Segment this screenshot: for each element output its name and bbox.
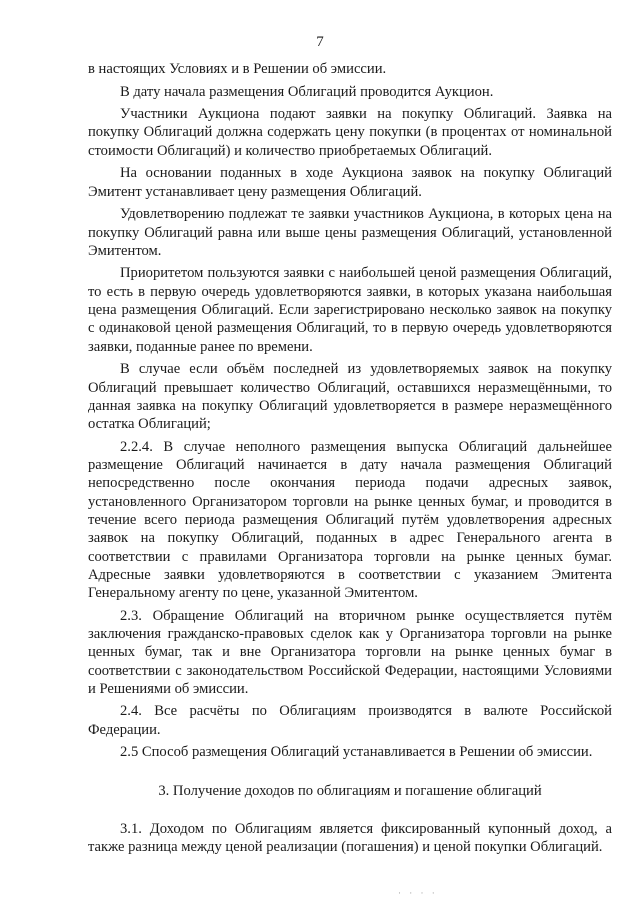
- paragraph: 2.2.4. В случае неполного размещения выпуска Облигаций дальнейшее размещение Облигаций начинается в дату начала размещения Облигаций непосредственно после окончания периода подачи адресных заявок, установленного Организатором торговли на рынке ценных бумаг, и проводится в течение всего периода размещения Облигаций путём удовлетворения адресных заявок на покупку Облигаций, поданных в адрес Генерального агента в соответствии с правилами Организатора торговли на рынке ценных бумаг. Адресные заявки удовлетворяются в соответствии с указанием Эмитента Генеральному агенту по цене, указанной Эмитентом.: [88, 438, 612, 602]
- paragraph: Приоритетом пользуются заявки с наибольшей ценой размещения Облигаций, то есть в первую очередь удовлетворяются заявки, в которых указана наибольшая цена размещения Облигаций. Если зарегистрировано несколько заявок на покупку с одинаковой ценой размещения Облигаций, то в первую очередь удовлетворяются заявки, поданные ранее по времени.: [88, 265, 612, 355]
- page-number: 7: [316, 34, 324, 50]
- paragraph: в настоящих Условиях и в Решении об эмиссии.: [88, 61, 387, 77]
- paragraph: В случае если объём последней из удовлетворяемых заявок на покупку Облигаций превышает количество Облигаций, оставшихся неразмещёнными, то данная заявка на покупку Облигаций удовлетворяется в размере неразмещённого остатка Облигаций;: [88, 361, 612, 433]
- section-heading: 3. Получение доходов по облигациям и погашение облигаций: [158, 782, 542, 799]
- paragraph: Участники Аукциона подают заявки на покупку Облигаций. Заявка на покупку Облигаций должна содержать цену покупки (в процентах от номинальной стоимости Облигаций) и количество приобретаемых Облигаций.: [88, 106, 612, 159]
- paragraph: В дату начала размещения Облигаций проводится Аукцион.: [120, 83, 494, 100]
- paragraph: На основании поданных в ходе Аукциона заявок на покупку Облигаций Эмитент устанавливает цену размещения Облигаций.: [88, 165, 612, 200]
- paragraph: 3.1. Доходом по Облигациям является фиксированный купонный доход, а также разница между ценой реализации (погашения) и ценой покупки Облигаций.: [88, 820, 612, 856]
- document-body: [88, 60, 612, 861]
- paragraph: 2.3. Обращение Облигаций на вторичном рынке осуществляется путём заключения гражданско-правовых сделок как у Организатора торговли на рынке ценных бумаг, так и вне Организатора торговли на рынке ценных бумаг в соответствии с законодательством Российской Федерации, настоящими Условиями и Решениями об эмиссии.: [88, 607, 612, 697]
- scan-artifact: · · · ·: [398, 888, 438, 898]
- paragraph: 2.5 Способ размещения Облигаций устанавливается в Решении об эмиссии.: [120, 744, 593, 761]
- paragraph: Удовлетворению подлежат те заявки участников Аукциона, в которых цена на покупку Облигаций равна или выше цены размещения Облигаций, установленной Эмитентом.: [88, 206, 612, 259]
- paragraph: 2.4. Все расчёты по Облигациям производятся в валюте Российской Федерации.: [88, 703, 612, 738]
